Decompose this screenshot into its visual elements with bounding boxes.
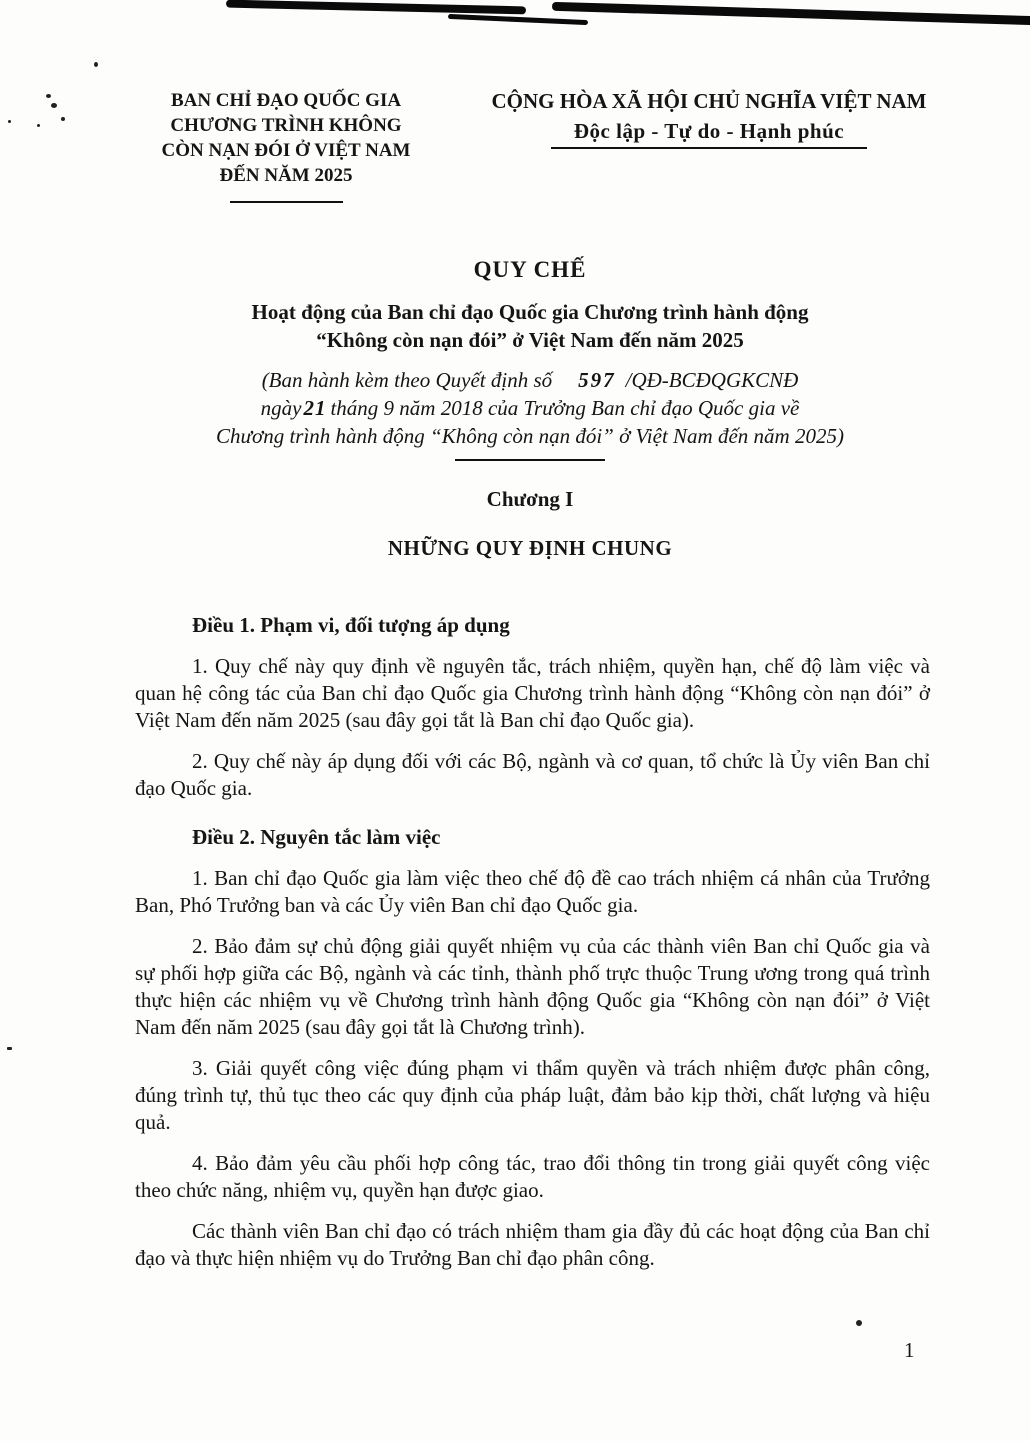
issuance-line: (Ban hành kèm theo Quyết định số 597 /QĐ-BCĐQGKCNĐ: [261, 368, 799, 392]
national-motto: Độc lập - Tự do - Hạnh phúc: [573, 119, 845, 143]
decision-number-handwritten: 597: [578, 368, 616, 392]
scan-speck: [94, 62, 98, 67]
chapter-label: Chương I: [486, 487, 574, 511]
title-block: [30, 256, 1030, 562]
issuance-note: [30, 366, 1030, 450]
scan-streak: [226, 0, 526, 14]
chapter-title: NHỮNG QUY ĐỊNH CHUNG: [387, 536, 673, 560]
scan-speck: [8, 120, 11, 123]
paragraph: 3. Giải quyết công việc đúng phạm vi thẩm quyền và trách nhiệm được phân công, đúng trình tự, thủ tục theo các quy định của pháp luật, đảm bảo kịp thời, chất lượng và hiệu quả.: [135, 1056, 930, 1134]
page-number: 1: [904, 1338, 915, 1362]
issuance-line: Chương trình hành động “Không còn nạn đói” ở Việt Nam đến năm 2025): [216, 424, 844, 448]
paragraph: 1. Ban chỉ đạo Quốc gia làm việc theo chế độ đề cao trách nhiệm cá nhân của Trưởng Ban, Phó Trưởng ban và các Ủy viên Ban chỉ đạo Quốc gia.: [135, 866, 930, 917]
motto-underline: [551, 147, 867, 149]
org-underline: [230, 201, 343, 203]
scan-speck: [61, 117, 65, 121]
paragraph: 1. Quy chế này quy định về nguyên tắc, trách nhiệm, quyền hạn, chế độ làm việc và quan hệ công tác của Ban chỉ đạo Quốc gia Chương trình hành động “Không còn nạn đói” ở Việt Nam đến năm 2025 (sau đây gọi tắt là Ban chỉ đạo Quốc gia).: [135, 654, 930, 732]
scan-streak: [448, 14, 588, 25]
title-separator: [455, 459, 605, 461]
org-line: BAN CHỈ ĐẠO QUỐC GIA: [170, 90, 402, 111]
paragraph: 2. Quy chế này áp dụng đối với các Bộ, ngành và cơ quan, tổ chức là Ủy viên Ban chỉ đạo Quốc gia.: [135, 749, 930, 800]
subtitle-line: Hoạt động của Ban chỉ đạo Quốc gia Chương trình hành động: [251, 300, 809, 324]
scan-streak: [552, 2, 1030, 25]
issuance-line: ngày21 tháng 9 năm 2018 của Trưởng Ban chỉ đạo Quốc gia về: [260, 396, 800, 420]
paragraph: Các thành viên Ban chỉ đạo có trách nhiệm tham gia đầy đủ các hoạt động của Ban chỉ đạo và thực hiện nhiệm vụ do Trưởng Ban chỉ đạo phân công.: [135, 1219, 930, 1270]
scan-speck: [51, 103, 57, 108]
org-line: CHƯƠNG TRÌNH KHÔNG: [170, 115, 402, 136]
scan-speck: [46, 94, 51, 98]
issuing-org-block: [135, 88, 437, 203]
org-line: ĐẾN NĂM 2025: [219, 165, 353, 186]
national-title: CỘNG HÒA XÃ HỘI CHỦ NGHĨA VIỆT NAM: [491, 89, 927, 113]
document-title: QUY CHẾ: [473, 257, 587, 282]
document-header: [135, 88, 945, 203]
scan-speck: [856, 1320, 862, 1326]
paragraph: 2. Bảo đảm sự chủ động giải quyết nhiệm vụ của các thành viên Ban chỉ Quốc gia và sự phối hợp giữa các Bộ, ngành và các tỉnh, thành phố trực thuộc Trung ương trong quá trình thực hiện các nhiệm vụ về Chương trình hành động Quốc gia “Không còn nạn đói” ở Việt Nam đến năm 2025 (sau đây gọi tắt là Chương trình).: [135, 934, 930, 1039]
scan-speck: [37, 124, 40, 127]
national-header-block: [473, 88, 945, 149]
subtitle-line: “Không còn nạn đói” ở Việt Nam đến năm 2025: [316, 328, 744, 352]
document-subtitle: [30, 298, 1030, 354]
day-handwritten: 21: [303, 396, 327, 420]
document-body: [135, 600, 930, 1272]
paragraph: 4. Bảo đảm yêu cầu phối hợp công tác, trao đổi thông tin trong giải quyết công việc theo chức năng, nhiệm vụ, quyền hạn được giao.: [135, 1151, 930, 1202]
org-line: CÒN NẠN ĐÓI Ở VIỆT NAM: [161, 140, 411, 161]
article-1-heading: Điều 1. Phạm vi, đối tượng áp dụng: [192, 613, 510, 637]
article-2-heading: Điều 2. Nguyên tắc làm việc: [192, 825, 441, 849]
scan-speck: [7, 1047, 12, 1050]
